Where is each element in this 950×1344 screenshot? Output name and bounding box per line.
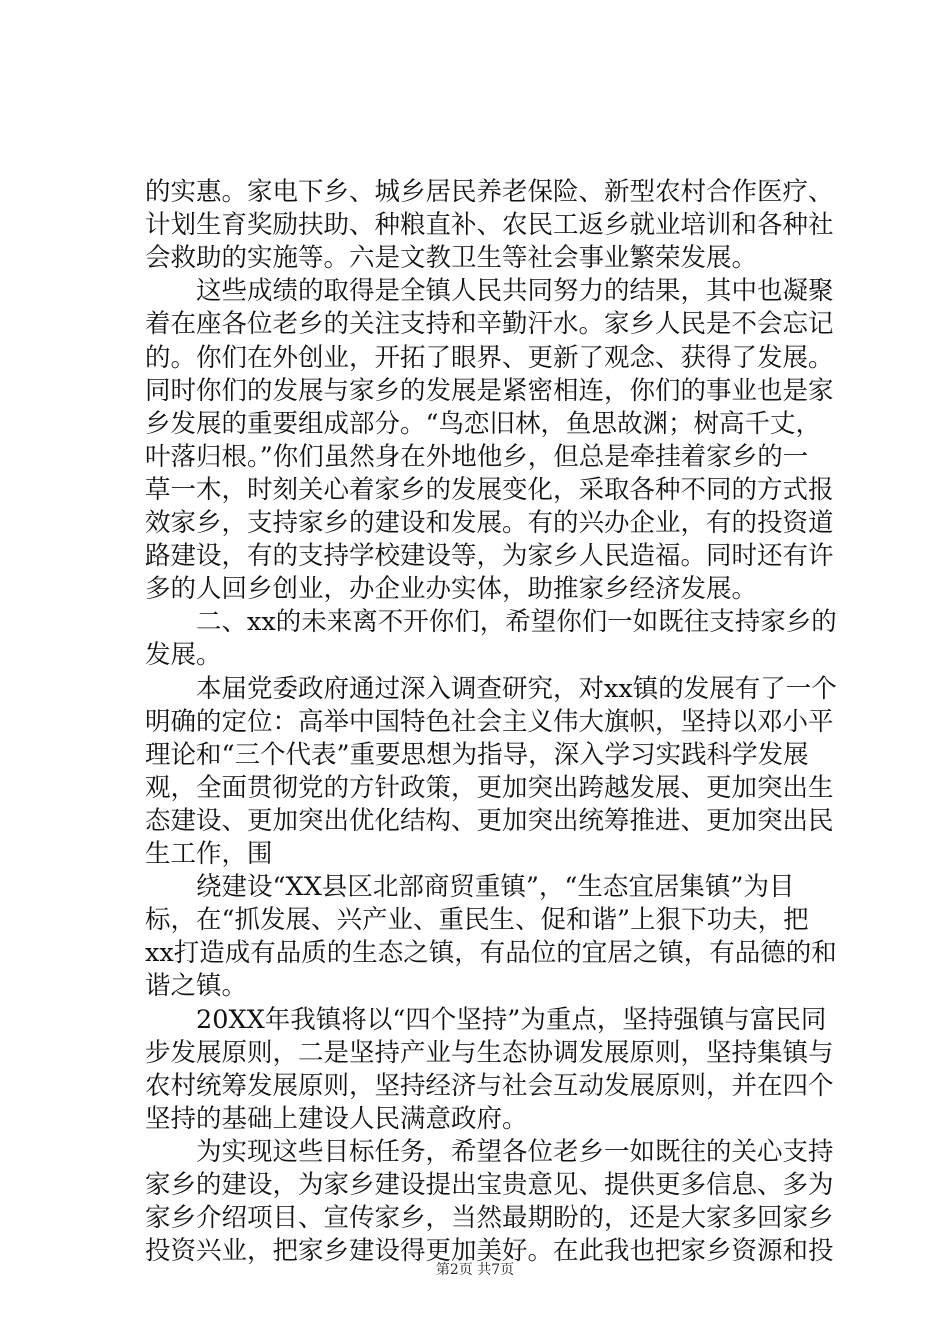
body-text-line: 多的人回乡创业，办企业办实体，助推家乡经济发展。 — [145, 574, 758, 605]
body-text-line: 观，全面贯彻党的方针政策，更加突出跨越发展、更加突出生 — [145, 772, 834, 803]
section-heading-line: 二、xx的未来离不开你们，希望你们一如既往支持家乡的 — [145, 607, 837, 638]
body-text-line: 态建设、更加突出优化结构、更加突出统筹推进、更加突出民 — [145, 805, 834, 836]
page-footer — [0, 1260, 950, 1280]
body-text-line: 标，在“抓发展、兴产业、重民生、促和谐”上狠下功夫，把 — [145, 905, 809, 936]
body-text-line: 乡发展的重要组成部分。“鸟恋旧林，鱼思故渊；树高千丈， — [145, 408, 822, 439]
body-text-line: 路建设，有的支持学校建设等，为家乡人民造福。同时还有许 — [145, 541, 834, 572]
body-text-line: 农村统筹发展原则，坚持经济与社会互动发展原则，并在四个 — [145, 1070, 834, 1101]
body-text-line: 家乡介绍项目、宣传家乡，当然最期盼的，还是大家多回家乡 — [145, 1203, 834, 1234]
body-text-line: 效家乡，支持家乡的建设和发展。有的兴办企业，有的投资道 — [145, 508, 834, 538]
body-text-line: 会救助的实施等。六是文教卫生等社会事业繁荣发展。 — [145, 243, 758, 274]
body-text-line: 绕建设“XX县区北部商贸重镇”，“生态宜居集镇”为目 — [145, 872, 795, 903]
body-text-line: 草一木，时刻关心着家乡的发展变化，采取各种不同的方式报 — [145, 474, 834, 505]
body-text-line: 为实现这些目标任务，希望各位老乡一如既往的关心支持 — [145, 1136, 834, 1167]
body-text-line: 20XX年我镇将以“四个坚持”为重点，坚持强镇与富民同 — [145, 1004, 827, 1035]
body-text-line: 生工作，围 — [145, 839, 273, 869]
body-text-line: 同时你们的发展与家乡的发展是紧密相连，你们的事业也是家 — [145, 375, 834, 406]
body-text-line: 步发展原则，二是坚持产业与生态协调发展原则，坚持集镇与 — [145, 1037, 834, 1068]
page-number-label: 第2页 共7页 — [435, 1262, 515, 1278]
body-text-line: 投资兴业，把家乡建设得更加美好。在此我也把家乡资源和投 — [145, 1236, 834, 1267]
body-text-line: 的实惠。家电下乡、城乡居民养老保险、新型农村合作医疗、 — [145, 177, 834, 207]
body-text-line: 计划生育奖励扶助、种粮直补、农民工返乡就业培训和各种社 — [145, 210, 834, 241]
body-text-line: 理论和“三个代表”重要思想为指导，深入学习实践科学发展 — [145, 739, 809, 770]
body-text-line: 这些成绩的取得是全镇人民共同努力的结果，其中也凝聚 — [145, 276, 834, 307]
body-text-line: 的。你们在外创业，开拓了眼界、更新了观念、获得了发展。 — [145, 342, 834, 373]
body-text-line: 本届党委政府通过深入调查研究，对xx镇的发展有了一个 — [145, 673, 837, 704]
body-text-line: 家乡的建设，为家乡建设提出宝贵意见、提供更多信息、多为 — [145, 1170, 834, 1200]
body-text-line: xx打造成有品质的生态之镇，有品位的宜居之镇，有品德的和 — [145, 938, 837, 969]
body-text-line: 谐之镇。 — [145, 971, 248, 1002]
body-text-line: 着在座各位老乡的关注支持和辛勤汗水。家乡人民是不会忘记 — [145, 309, 834, 340]
section-heading-line: 发展。 — [145, 640, 222, 671]
body-text-line: 明确的定位：高举中国特色社会主义伟大旗帜，坚持以邓小平 — [145, 706, 834, 737]
body-text-line: 叶落归根。”你们虽然身在外地他乡，但总是牵挂着家乡的一 — [145, 441, 809, 472]
body-text-line: 坚持的基础上建设人民满意政府。 — [145, 1103, 528, 1134]
